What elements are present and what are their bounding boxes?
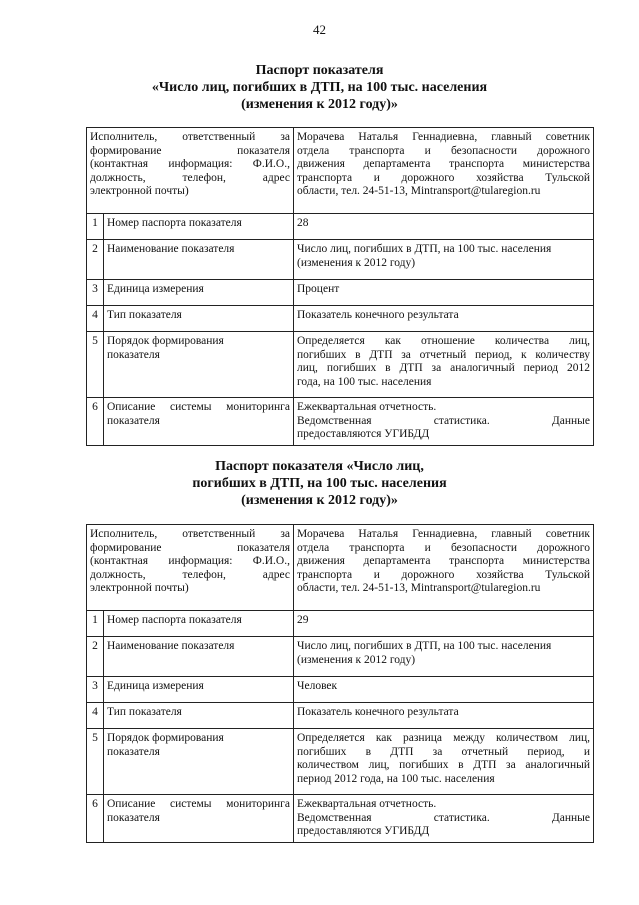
row-value-line: период 2012 года, на 100 тыс. населения	[297, 772, 495, 785]
row-value	[294, 703, 594, 729]
row-value-line: года, на 100 тыс. населения	[297, 375, 432, 388]
row-label	[104, 332, 294, 398]
row-number: 3	[87, 677, 104, 703]
row-value-line: Показатель конечного результата	[297, 706, 459, 718]
executor-value	[294, 525, 594, 611]
row-label-line: показателя	[107, 745, 160, 758]
row-label	[104, 398, 294, 446]
executor-label-line: Исполнитель, ответственный за	[90, 528, 290, 540]
row-label	[104, 214, 294, 240]
executor-value-line: Морачева Наталья Геннадиевна, главный советник	[297, 528, 590, 540]
executor-value-line: области, тел. 24-51-13, Mintransport@tularegion.ru	[297, 185, 541, 197]
row-number: 1	[87, 214, 104, 240]
title-line: Паспорт показателя	[255, 63, 384, 78]
table-row	[87, 729, 594, 795]
row-number: 4	[87, 703, 104, 729]
executor-value-line: движения департамента транспорта министерства	[297, 158, 590, 170]
title-line: «Число лиц, погибших в ДТП, на 100 тыс. населения	[151, 80, 488, 95]
row-label-line: Описание системы мониторинга	[107, 401, 290, 413]
row-value-line: Определяется как разница между количеством лиц,	[297, 732, 590, 744]
row-label-line: показателя	[107, 348, 160, 361]
row-label	[104, 729, 294, 795]
executor-label-line: электронной почты)	[90, 582, 189, 594]
table-row	[87, 240, 594, 280]
row-label-line: Порядок формирования	[107, 732, 224, 744]
row-label-line: Порядок формирования	[107, 335, 224, 347]
row-value-line: предоставляются УГИБДД	[297, 428, 430, 440]
row-label	[104, 240, 294, 280]
row-label-line: Наименование показателя	[107, 640, 235, 652]
row-value	[294, 677, 594, 703]
row-value-line: Показатель конечного результата	[297, 309, 459, 321]
row-value-line: Человек	[297, 680, 338, 692]
table-row	[87, 280, 594, 306]
passport-table	[86, 127, 594, 446]
executor-label	[87, 128, 294, 214]
row-value-line: 28	[297, 217, 309, 229]
row-value-line: количеством лиц, погибших в ДТП за аналогичный	[297, 759, 590, 771]
title-line: Паспорт показателя «Число лиц,	[215, 459, 424, 474]
passport-title	[0, 458, 639, 509]
executor-label-line: Исполнитель, ответственный за	[90, 131, 290, 143]
row-value	[294, 637, 594, 677]
table-row	[87, 677, 594, 703]
row-number: 5	[87, 729, 104, 795]
row-label-line: Тип показателя	[107, 706, 182, 718]
executor-label-line: формирование показателя	[90, 144, 290, 157]
row-value	[294, 729, 594, 795]
row-value-line: (изменения к 2012 году)	[297, 653, 416, 666]
row-number: 2	[87, 240, 104, 280]
table-row	[87, 332, 594, 398]
row-label	[104, 611, 294, 637]
row-value-line: 29	[297, 614, 309, 626]
executor-value-line: области, тел. 24-51-13, Mintransport@tularegion.ru	[297, 582, 541, 594]
table-row	[87, 306, 594, 332]
row-value-line: Определяется как отношение количества лиц,	[297, 335, 590, 347]
table-row	[87, 703, 594, 729]
row-value	[294, 214, 594, 240]
executor-label-line: должность, телефон, адрес	[90, 171, 290, 184]
row-value	[294, 332, 594, 398]
table-row	[87, 214, 594, 240]
executor-value-line: отдела транспорта и безопасности дорожного	[297, 144, 590, 157]
row-label-line: показателя	[107, 414, 160, 427]
executor-row	[87, 128, 594, 214]
table-row	[87, 398, 594, 446]
executor-label	[87, 525, 294, 611]
title-line: (изменения к 2012 году)»	[241, 97, 398, 112]
row-value-line: (изменения к 2012 году)	[297, 256, 416, 269]
row-number: 5	[87, 332, 104, 398]
row-label	[104, 306, 294, 332]
row-number: 2	[87, 637, 104, 677]
row-value-line: Ежеквартальная отчетность.	[297, 401, 437, 413]
row-value-line: Процент	[297, 283, 340, 295]
table-row	[87, 795, 594, 843]
executor-value-line: транспорта и дорожного хозяйства Тульской	[297, 171, 590, 184]
executor-label-line: электронной почты)	[90, 185, 189, 197]
table-row	[87, 611, 594, 637]
executor-value-line: транспорта и дорожного хозяйства Тульской	[297, 568, 590, 581]
passport-title	[0, 62, 639, 113]
executor-label-line: (контактная информация: Ф.И.О.,	[90, 158, 290, 170]
row-label-line: Тип показателя	[107, 309, 182, 321]
row-label-line: показателя	[107, 811, 160, 824]
row-label	[104, 703, 294, 729]
row-label	[104, 795, 294, 843]
row-value	[294, 611, 594, 637]
row-value-line: Число лиц, погибших в ДТП, на 100 тыс. населения	[297, 243, 552, 255]
row-label-line: Единица измерения	[107, 283, 204, 295]
row-label-line: Наименование показателя	[107, 243, 235, 255]
executor-label-line: формирование показателя	[90, 541, 290, 554]
row-label-line: Номер паспорта показателя	[107, 614, 242, 626]
row-value	[294, 280, 594, 306]
row-label-line: Описание системы мониторинга	[107, 798, 290, 810]
row-label	[104, 677, 294, 703]
row-value-line: лиц, погибших в ДТП за аналогичный период 2012	[297, 362, 590, 374]
executor-label-line: должность, телефон, адрес	[90, 568, 290, 581]
executor-value-line: Морачева Наталья Геннадиевна, главный советник	[297, 131, 590, 143]
row-value-line: Ведомственная статистика. Данные	[297, 414, 590, 427]
row-label	[104, 637, 294, 677]
executor-value-line: отдела транспорта и безопасности дорожного	[297, 541, 590, 554]
row-number: 3	[87, 280, 104, 306]
executor-label-line: (контактная информация: Ф.И.О.,	[90, 555, 290, 567]
table-row	[87, 637, 594, 677]
executor-row	[87, 525, 594, 611]
executor-value	[294, 128, 594, 214]
title-line: погибших в ДТП, на 100 тыс. населения	[192, 476, 447, 491]
title-line: (изменения к 2012 году)»	[241, 493, 398, 508]
row-value	[294, 306, 594, 332]
row-value	[294, 795, 594, 843]
row-value-line: Число лиц, погибших в ДТП, на 100 тыс. населения	[297, 640, 552, 652]
row-label-line: Номер паспорта показателя	[107, 217, 242, 229]
row-number: 4	[87, 306, 104, 332]
row-label-line: Единица измерения	[107, 680, 204, 692]
row-value	[294, 240, 594, 280]
row-number: 6	[87, 795, 104, 843]
row-number: 6	[87, 398, 104, 446]
row-value-line: Ведомственная статистика. Данные	[297, 811, 590, 824]
row-value-line: Ежеквартальная отчетность.	[297, 798, 437, 810]
passport-table	[86, 524, 594, 843]
executor-value-line: движения департамента транспорта министерства	[297, 555, 590, 567]
row-number: 1	[87, 611, 104, 637]
row-value-line: погибших в ДТП за отчетный период, и	[297, 745, 590, 758]
row-value-line: предоставляются УГИБДД	[297, 825, 430, 837]
row-value	[294, 398, 594, 446]
row-value-line: погибших в ДТП за отчетный период, к количеству	[297, 348, 590, 361]
row-label	[104, 280, 294, 306]
page-number: 42	[313, 22, 326, 37]
